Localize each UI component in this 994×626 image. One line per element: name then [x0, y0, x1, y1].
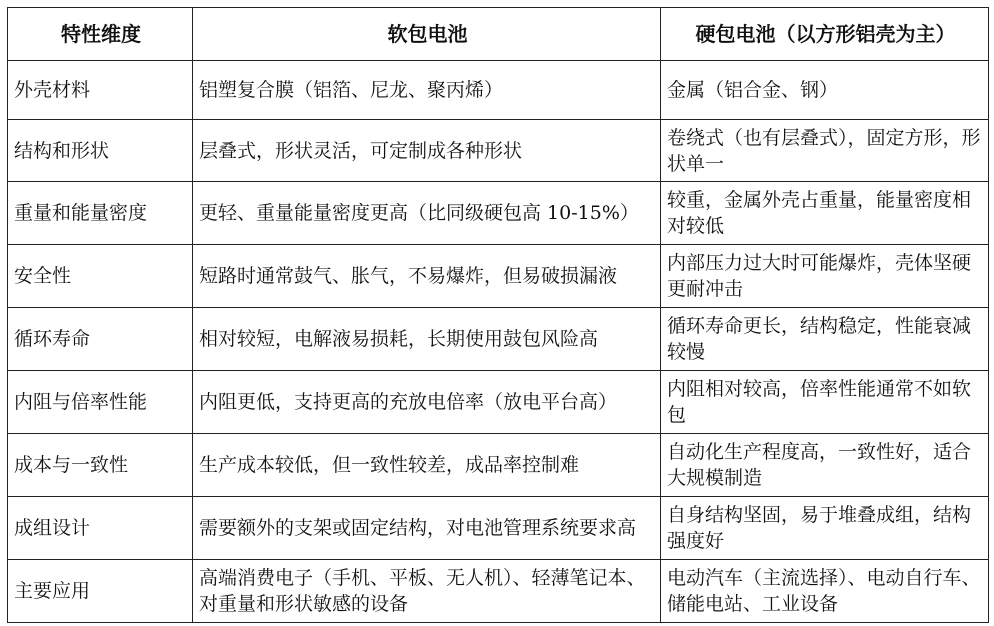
pouch-cell: 更轻、重量能量密度更高（比同级硬包高 10-15%）	[193, 182, 661, 245]
hard-case-cell: 自动化生产程度高，一致性好，适合大规模制造	[661, 434, 989, 497]
dimension-cell: 成组设计	[8, 497, 193, 560]
dimension-cell: 成本与一致性	[8, 434, 193, 497]
comparison-table	[7, 7, 989, 623]
pouch-cell: 生产成本较低，但一致性较差，成品率控制难	[193, 434, 661, 497]
table-row	[8, 371, 989, 434]
header-pouch-battery: 软包电池	[193, 8, 661, 61]
hard-case-cell: 内部压力过大时可能爆炸，壳体坚硬更耐冲击	[661, 245, 989, 308]
table-row	[8, 120, 989, 182]
table-header-row	[8, 8, 989, 61]
dimension-cell: 循环寿命	[8, 308, 193, 371]
table-row	[8, 434, 989, 497]
pouch-cell: 需要额外的支架或固定结构，对电池管理系统要求高	[193, 497, 661, 560]
pouch-cell: 短路时通常鼓气、胀气，不易爆炸，但易破损漏液	[193, 245, 661, 308]
dimension-cell: 安全性	[8, 245, 193, 308]
hard-case-cell: 电动汽车（主流选择）、电动自行车、储能电站、工业设备	[661, 560, 989, 623]
hard-case-cell: 自身结构坚固，易于堆叠成组，结构强度好	[661, 497, 989, 560]
table-row	[8, 560, 989, 623]
header-dimension: 特性维度	[8, 8, 193, 61]
pouch-cell: 高端消费电子（手机、平板、无人机）、轻薄笔记本、对重量和形状敏感的设备	[193, 560, 661, 623]
dimension-cell: 内阻与倍率性能	[8, 371, 193, 434]
hard-case-cell: 较重，金属外壳占重量，能量密度相对较低	[661, 182, 989, 245]
hard-case-cell: 循环寿命更长，结构稳定，性能衰减较慢	[661, 308, 989, 371]
table-row	[8, 497, 989, 560]
dimension-cell: 外壳材料	[8, 61, 193, 120]
table-row	[8, 61, 989, 120]
pouch-cell: 内阻更低，支持更高的充放电倍率（放电平台高）	[193, 371, 661, 434]
pouch-cell: 相对较短，电解液易损耗，长期使用鼓包风险高	[193, 308, 661, 371]
hard-case-cell: 金属（铝合金、钢）	[661, 61, 989, 120]
hard-case-cell: 卷绕式（也有层叠式），固定方形，形状单一	[661, 120, 989, 182]
pouch-cell: 铝塑复合膜（铝箔、尼龙、聚丙烯）	[193, 61, 661, 120]
table-row	[8, 245, 989, 308]
dimension-cell: 主要应用	[8, 560, 193, 623]
table-row	[8, 182, 989, 245]
dimension-cell: 重量和能量密度	[8, 182, 193, 245]
table-row	[8, 308, 989, 371]
hard-case-cell: 内阻相对较高，倍率性能通常不如软包	[661, 371, 989, 434]
pouch-cell: 层叠式，形状灵活，可定制成各种形状	[193, 120, 661, 182]
header-hard-case-battery: 硬包电池（以方形铝壳为主）	[661, 8, 989, 61]
dimension-cell: 结构和形状	[8, 120, 193, 182]
